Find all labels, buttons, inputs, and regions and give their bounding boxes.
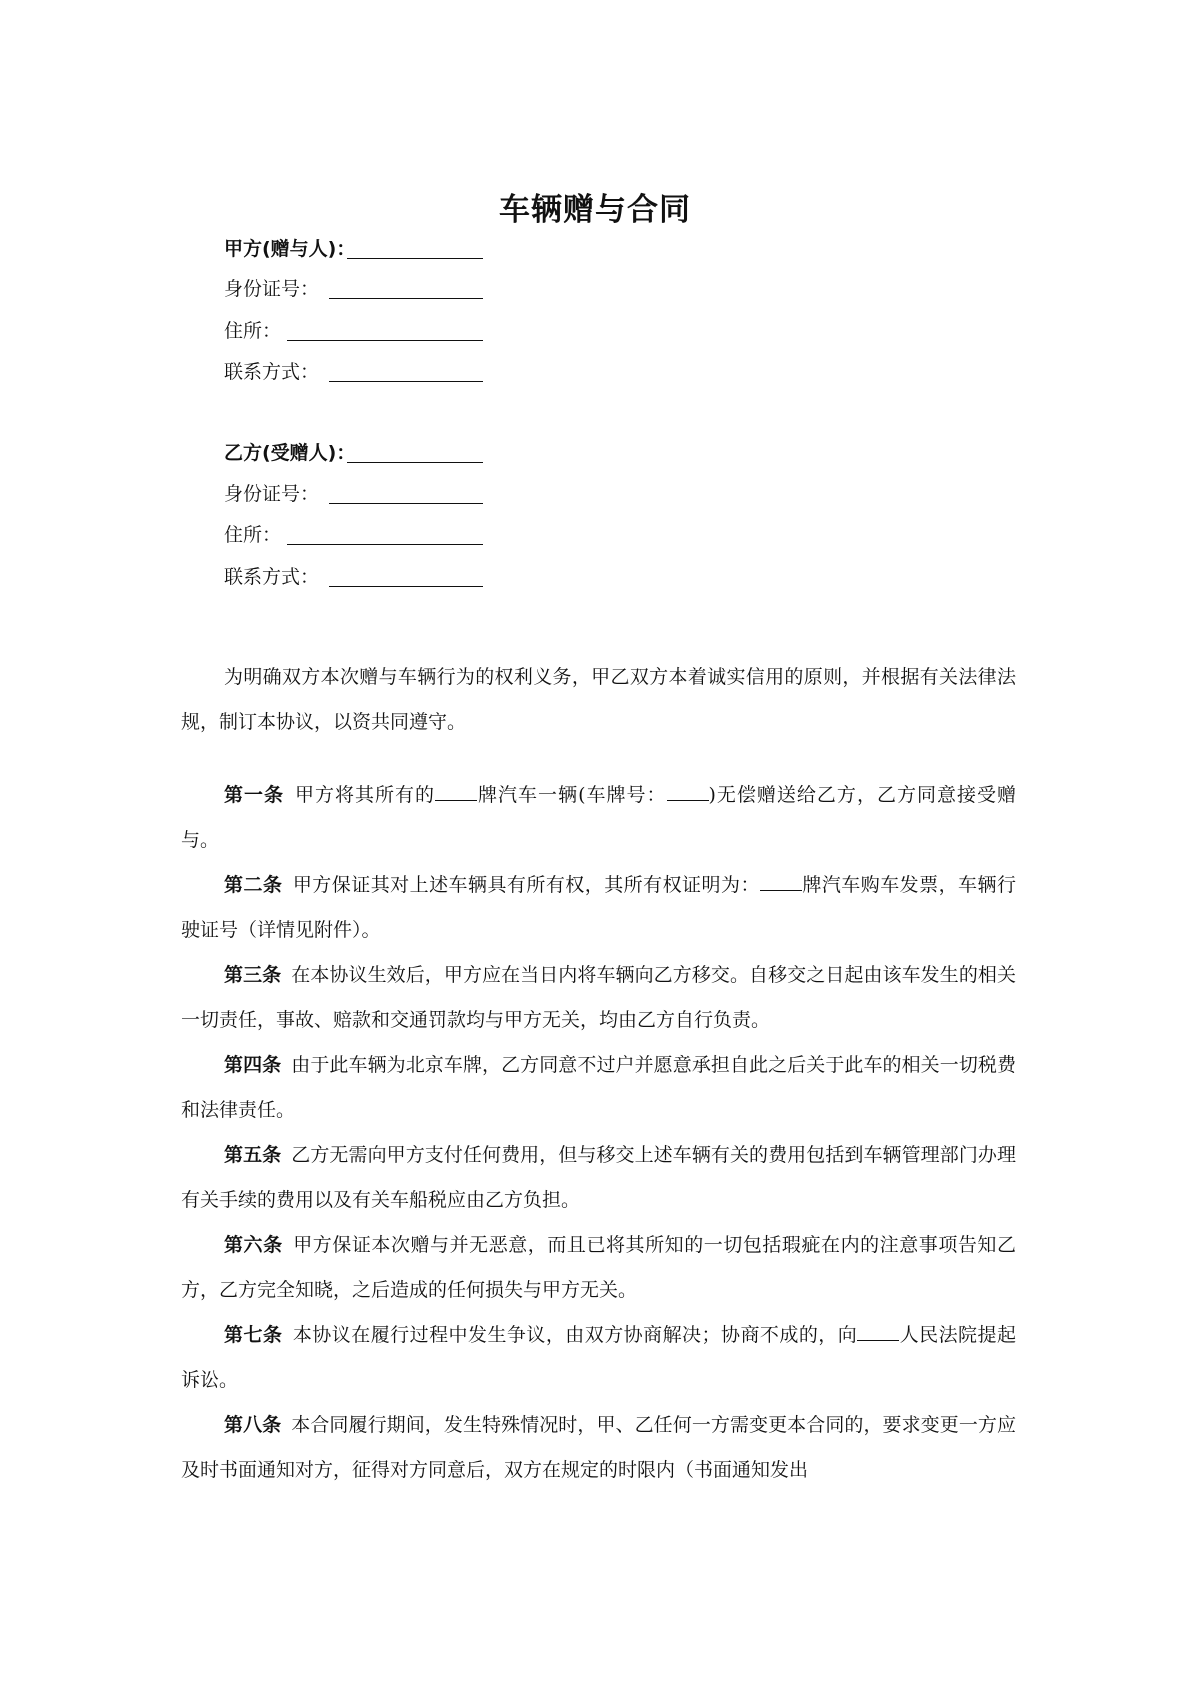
- article-2-text-2: 牌汽车购车发票，车辆行驶证号（详情见附件）。: [181, 874, 1016, 941]
- article-6: [181, 1223, 1016, 1313]
- party-b-contact-blank[interactable]: [329, 586, 483, 587]
- party-a-id-label: 身份证号：: [224, 278, 320, 300]
- party-b-id-line: [224, 481, 319, 507]
- article-1: [181, 773, 1016, 863]
- article-1-text-2: 牌汽车一辆(车牌号：: [477, 784, 667, 806]
- article-1-label: 第一条: [224, 784, 285, 806]
- party-b-heading-line: [224, 440, 355, 466]
- party-b-address-line: [224, 522, 281, 548]
- article-5-label: 第五条: [224, 1144, 282, 1166]
- article-4: [181, 1043, 1016, 1133]
- article-5: [181, 1133, 1016, 1223]
- party-b-contact-line: [224, 564, 319, 590]
- article-7-text-2: 人民法院提起诉讼。: [181, 1324, 1016, 1391]
- party-b-contact-label: 联系方式：: [224, 566, 320, 588]
- article-3-label: 第三条: [224, 964, 282, 986]
- court-blank[interactable]: [857, 1322, 899, 1341]
- party-a-address-label: 住所：: [224, 320, 282, 342]
- plate-number-blank[interactable]: [667, 782, 709, 801]
- article-2: [181, 863, 1016, 953]
- party-b-id-label: 身份证号：: [224, 483, 320, 505]
- article-1-text-3: )无偿赠送给乙方，乙方同意接受赠与。: [181, 784, 1016, 851]
- party-a-contact-line: [224, 359, 319, 385]
- party-b-name-blank[interactable]: [347, 462, 483, 463]
- party-a-contact-label: 联系方式：: [224, 361, 320, 383]
- article-2-label: 第二条: [224, 874, 283, 896]
- party-a-heading-line: [224, 236, 355, 262]
- article-7-text-1: 本协议在履行过程中发生争议，由双方协商解决；协商不成的，向: [292, 1324, 858, 1346]
- party-a-id-line: [224, 276, 319, 302]
- article-8-label: 第八条: [224, 1414, 282, 1436]
- invoice-brand-blank[interactable]: [760, 872, 802, 891]
- party-a-contact-blank[interactable]: [329, 381, 483, 382]
- party-a-heading: 甲方(赠与人)：: [224, 238, 356, 260]
- preamble: 为明确双方本次赠与车辆行为的权利义务，甲乙双方本着诚实信用的原则，并根据有关法律法规，制订本协议，以资共同遵守。: [181, 666, 1016, 733]
- party-a-name-blank[interactable]: [347, 258, 483, 259]
- article-4-text: 由于此车辆为北京车牌，乙方同意不过户并愿意承担自此之后关于此车的相关一切税费和法律责任。: [181, 1054, 1016, 1121]
- article-2-text-1: 甲方保证其对上述车辆具有所有权，其所有权证明为：: [292, 874, 760, 896]
- article-4-label: 第四条: [224, 1054, 282, 1076]
- article-1-text-1: 甲方将其所有的: [294, 784, 436, 806]
- party-a-address-line: [224, 318, 281, 344]
- party-b-heading: 乙方(受赠人)：: [224, 442, 356, 464]
- article-8: [181, 1403, 1016, 1493]
- article-3: [181, 953, 1016, 1043]
- article-7: [181, 1313, 1016, 1403]
- article-7-label: 第七条: [224, 1324, 283, 1346]
- party-a-address-blank[interactable]: [287, 340, 483, 341]
- party-b-address-label: 住所：: [224, 524, 282, 546]
- party-b-address-blank[interactable]: [287, 544, 483, 545]
- article-6-label: 第六条: [224, 1234, 283, 1256]
- article-6-text: 甲方保证本次赠与并无恶意，而且已将其所知的一切包括瑕疵在内的注意事项告知乙方，乙方完全知晓，之后造成的任何损失与甲方无关。: [181, 1234, 1016, 1301]
- article-3-text: 在本协议生效后，甲方应在当日内将车辆向乙方移交。自移交之日起由该车发生的相关一切责任，事故、赔款和交通罚款均与甲方无关，均由乙方自行负责。: [181, 964, 1016, 1031]
- brand-blank[interactable]: [435, 782, 477, 801]
- article-5-text: 乙方无需向甲方支付任何费用，但与移交上述车辆有关的费用包括到车辆管理部门办理有关手续的费用以及有关车船税应由乙方负担。: [181, 1144, 1016, 1211]
- party-a-id-blank[interactable]: [329, 298, 483, 299]
- document-title: 车辆赠与合同: [499, 192, 691, 228]
- article-8-text: 本合同履行期间，发生特殊情况时，甲、乙任何一方需变更本合同的，要求变更一方应及时书面通知对方，征得对方同意后，双方在规定的时限内（书面通知发出: [181, 1414, 1016, 1481]
- party-b-id-blank[interactable]: [329, 503, 483, 504]
